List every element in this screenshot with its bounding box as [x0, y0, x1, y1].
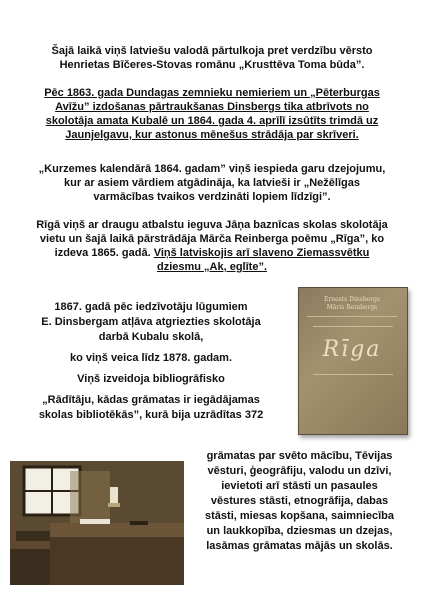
p6-line-4: vēstures stāsti, etnogrāfija, dabas [210, 495, 389, 507]
p6-line-5: stāsti, miesas kopšana, saimniecība [205, 510, 394, 522]
p6-line-3: ievietoti arī stāsti un pasaules [221, 480, 378, 492]
p5-line-5: Viņš izveidoja bibliogrāfisko [77, 373, 225, 385]
p2-line-1: Pēc 1863. gada Dundagas zemnieku nemieriem un „Pēterburgas [44, 87, 380, 99]
p3-line-3: varmācības tvaikos verdzināti lopiem līdzīgi”. [93, 191, 331, 203]
p4-line-1: Rīgā viņš ar draugu atbalstu ieguva Jāņa baznīcas skolas skolotāja [36, 219, 388, 231]
p5-line-4: ko viņš veica līdz 1878. gadam. [69, 352, 233, 364]
paragraph-kubalu-school [10, 300, 292, 423]
p5-line-1: 1867. gadā pēc iedzīvotāju lūgumiem [54, 301, 248, 313]
p4-line-3b: Viņš latviskojis arī slaveno Ziemassvētku [153, 247, 370, 259]
book-author-label: Ernests Dinsbergs Māris Reinbergs [307, 296, 397, 317]
paragraph-book-list [185, 449, 414, 554]
schoolroom-illustration [10, 461, 184, 585]
p6-line-1: grāmatas par svēto mācību, Tēvijas [206, 450, 393, 462]
p4-line-2: vietu un šajā laikā pārstrādāja Mārča Reinberga poēmu „Rīga”, ko [39, 233, 385, 245]
p6-line-7: lasāmas grāmatas mājās un skolās. [206, 540, 393, 552]
p5-line-7: skolas bibliotēkās”, kurā bija uzrādītas 372 [38, 409, 264, 421]
p5-line-6: „Rādītāju, kādas grāmatas ir iegādājamas [42, 394, 260, 406]
p5-line-3: darbā Kubalu skolā, [98, 331, 204, 343]
book-cover-image [298, 287, 408, 435]
p5-line-2: E. Dinsbergam atļāva atgriezties skolotāja [41, 316, 261, 328]
p2-line-2: Avīžu” izdošanas pārtraukšanas Dinsbergs tika atbrīvots no [55, 101, 369, 113]
p4-line-3a: izdeva 1865. gadā. [54, 247, 151, 259]
p2-line-3: skolotāja amata Kubalē un 1864. gada 4. aprīlī izsūtīts trimdā uz [45, 115, 379, 127]
p1-line-1: Šajā laikā viņš latviešu valodā pārtulkoja pret verdzību vērsto [51, 45, 373, 57]
paragraph-calendar [10, 162, 414, 204]
p1-line-2: Henrietas Bīčeres-Stovas romānu „Krusttēva Toma būda”. [59, 59, 365, 71]
p6-line-2: vēsturi, ģeogrāfiju, valodu un dzīvi, [207, 465, 392, 477]
paragraph-riga [10, 218, 414, 274]
p3-line-1: „Kurzemes kalendārā 1864. gadam” viņš iespieda garu dzejojumu, [38, 163, 386, 175]
book-title: Rīga [322, 337, 382, 362]
paragraph-translation [10, 44, 414, 72]
p4-line-4: dziesmu „Ak, eglīte”. [156, 261, 268, 273]
schoolroom-photo [10, 461, 184, 585]
p6-line-6: un laukkopība, dziesmas un dzejas, [206, 525, 393, 537]
paragraph-exile [10, 86, 414, 142]
p3-line-2: kur ar asiem vārdiem atgādināja, ka latvieši ir „Nežēlīgas [64, 177, 360, 189]
p2-line-4: Jaunjelgavu, kur astonus mēnešus strādāja par skrīveri. [65, 129, 359, 141]
